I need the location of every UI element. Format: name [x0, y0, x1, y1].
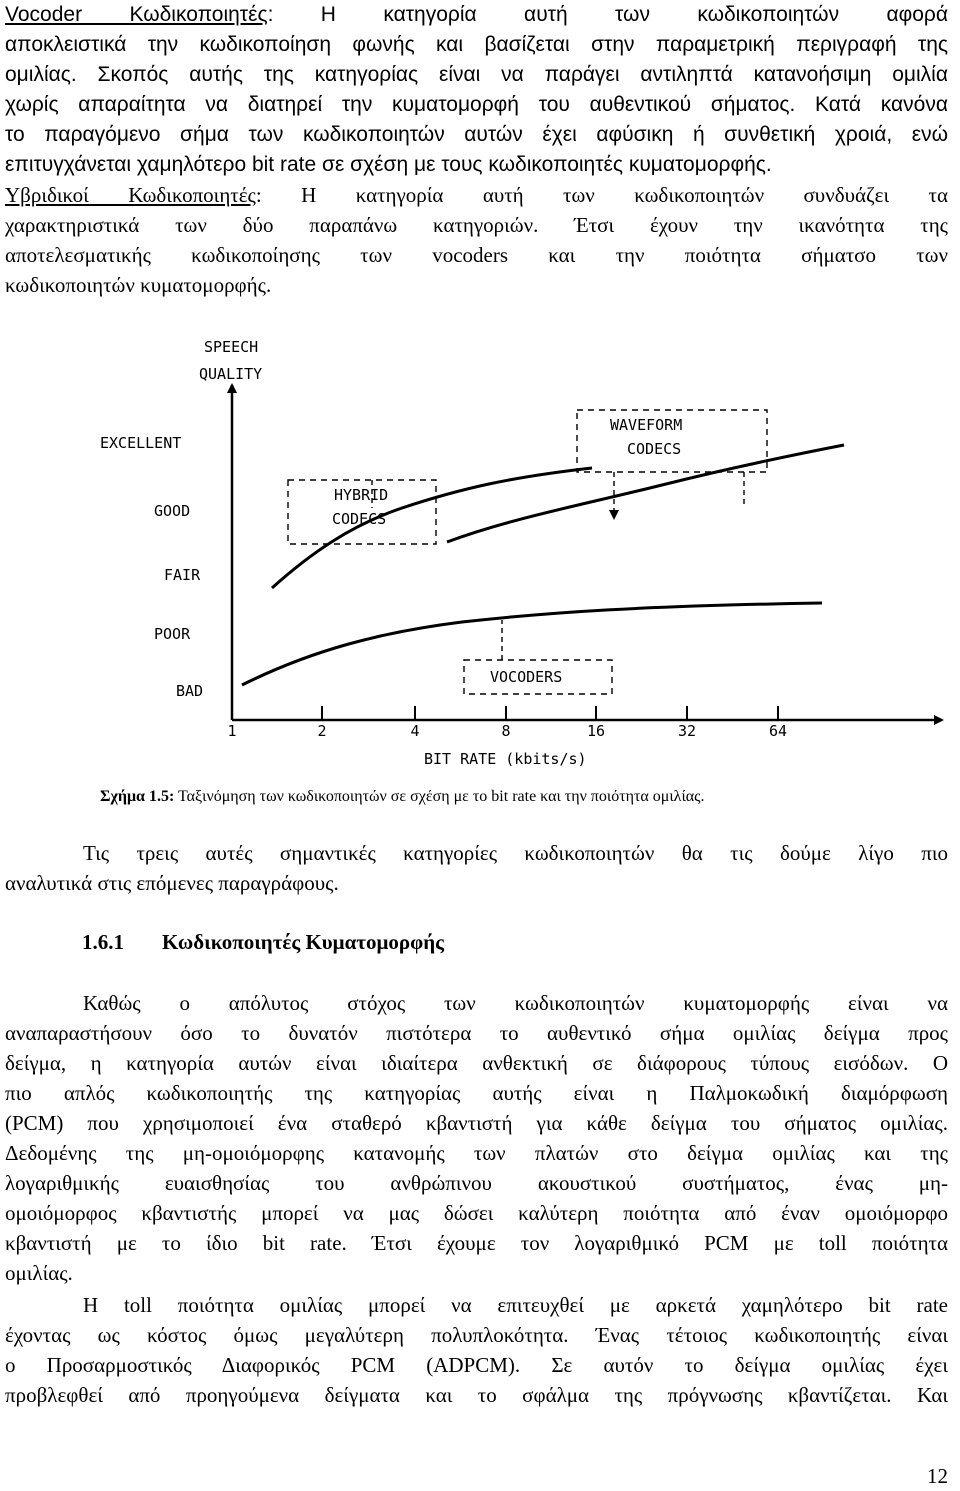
section-heading [82, 930, 444, 955]
paragraph-line: (PCM) που χρησιμοποιεί ένα σταθερό κβαντιστή για κάθε δείγμα του σήματος ομιλίας. [5, 1111, 948, 1135]
page-number: 12 [927, 1464, 948, 1488]
bridge-paragraph [5, 838, 948, 898]
y-level-excellent: EXCELLENT [100, 434, 182, 452]
paragraph-line: χαρακτηριστικά των δύο παραπάνω κατηγοριών. Έτσι έχουν την ικανότητα της [5, 213, 948, 237]
figure-caption [100, 788, 704, 806]
paragraph-line [5, 0, 948, 30]
vocoder-paragraph [5, 0, 948, 180]
x-tick-label: 64 [768, 722, 788, 740]
paragraph-line: Δεδομένης της μη-ομοιόμορφης κατανομής των πλατών στο δείγμα ομιλίας και της [5, 1141, 948, 1165]
hybrid-label-line1: HYBRID [334, 486, 389, 504]
x-tick-label: 32 [677, 722, 697, 740]
section-title: Κωδικοποιητές Κυματομορφής [162, 930, 445, 954]
caption-label: Σχήμα 1.5: [100, 788, 175, 805]
paragraph-line: κβαντιστή με το ίδιο bit rate. Έτσι έχουμε τον λογαριθμικό PCM με toll ποιότητα [5, 1231, 948, 1255]
vocoders-label: VOCODERS [490, 668, 563, 686]
paragraph-line: αποκλειστικά την κωδικοποίηση φωνής και βασίζεται στην παραμετρική περιγραφή της [5, 33, 948, 56]
codec-quality-chart [82, 330, 960, 790]
waveform-codecs-curve [447, 445, 844, 542]
paragraph-line: ο Προσαρμοστικός Διαφορικός PCM (ADPCM). Σε αυτόν το δείγμα ομιλίας έχει [5, 1353, 948, 1377]
paragraph-line: Καθώς ο απόλυτος στόχος των κωδικοποιητών κυματομορφής είναι να [83, 991, 948, 1015]
x-tick-label: 16 [586, 722, 606, 740]
x-tick-label: 4 [410, 722, 420, 740]
paragraph-line: έχοντας ως κόστος όμως μεγαλύτερη πολυπλοκότητα. Ένας τέτοιος κωδικοποιητής είναι [5, 1323, 948, 1347]
paragraph-line: δείγμα, η κατηγορία αυτών είναι ιδιαίτερα ανθεκτική σε διάφορους τύπους εισόδων. Ο [5, 1051, 948, 1075]
paragraph-line: προβλεφθεί από προηγούμενα δείγματα και το σφάλμα της πρόγνωσης κβαντίζεται. Και [5, 1383, 948, 1407]
waveform-label-line1: WAVEFORM [610, 416, 683, 434]
hybrid-term: Υβριδικοί Κωδικοποιητές [5, 183, 256, 207]
section-number: 1.6.1 [82, 930, 124, 954]
paragraph-line: το παραγόμενο σήμα των κωδικοποιητών αυτών έχει αφύσικη ή συνθετική χροιά, ενώ [5, 123, 948, 146]
paragraph-line: Η toll ποιότητα ομιλίας μπορεί να επιτευχθεί με αρκετά χαμηλότερο bit rate [83, 1293, 948, 1317]
x-axis-title: BIT RATE (kbits/s) [424, 750, 587, 768]
paragraph-line: Τις τρεις αυτές σημαντικές κατηγορίες κωδικοποιητών θα τις δούμε λίγο πιο [83, 841, 948, 865]
paragraph-line: ομοιόμορφος κβαντιστής μπορεί να μας δώσει καλύτερη ποιότητα από έναν ομοιόμορφο [5, 1201, 948, 1225]
paragraph-line: λογαριθμικής ευαισθησίας του ανθρώπινου ακουστικού συστήματος, ένας μη- [5, 1171, 948, 1195]
paragraph-line [5, 180, 948, 210]
paragraph-line: ομιλίας. Σκοπός αυτής της κατηγορίας είναι να παράγει αντιληπτά κατανοήσιμη ομιλία [5, 63, 948, 86]
y-level-fair: FAIR [164, 566, 201, 584]
y-level-good: GOOD [154, 502, 191, 520]
paragraph-line: πιο απλός κωδικοποιητής της κατηγορίας αυτής είναι η Παλμοκωδική διαμόρφωση [5, 1081, 948, 1105]
x-tick-label: 2 [317, 722, 327, 740]
hybrid-codecs-curve [272, 468, 592, 588]
y-level-bad: BAD [176, 682, 204, 700]
paragraph-line: αναπαραστήσουν όσο το δυνατόν πιστότερα το αυθεντικό σήμα ομιλίας δείγμα προς [5, 1021, 948, 1045]
caption-text: Ταξινόμηση των κωδικοποιητών σε σχέση με το bit rate και την ποιότητα ομιλίας. [174, 788, 705, 805]
waveform-label-line2: CODECS [627, 440, 682, 458]
y-axis-title-line2: QUALITY [199, 365, 263, 383]
hybrid-label-line2: CODECS [332, 510, 387, 528]
paragraph-line: αναλυτικά στις επόμενες παραγράφους. [5, 871, 339, 895]
y-levels [100, 434, 203, 700]
section-paragraph-2 [5, 1290, 948, 1410]
paragraph-line: αποτελεσματικής κωδικοποίησης των vocoders και την ποιότητα σήματσο των [5, 243, 948, 267]
section-paragraph-1 [5, 988, 948, 1288]
paragraph-line: χωρίς απαραίτητα να διατηρεί την κυματομορφή του αυθεντικού σήματος. Κατά κανόνα [5, 93, 948, 116]
y-axis-title-line1: SPEECH [204, 338, 259, 356]
hybrid-paragraph [5, 180, 948, 300]
vocoder-term: Vocoder Κωδικοποιητές [5, 3, 268, 26]
x-tick-label: 1 [227, 722, 237, 740]
x-ticks [227, 706, 787, 740]
paragraph-line: επιτυγχάνεται χαμηλότερο bit rate σε σχέση με τους κωδικοποιητές κυματομορφής. [5, 153, 772, 176]
line-text: : Η κατηγορία αυτή των κωδικοποιητών συνδυάζει τα [255, 183, 948, 207]
paragraph-line: ομιλίας. [5, 1261, 73, 1285]
x-tick-label: 8 [501, 722, 511, 740]
y-level-poor: POOR [154, 625, 191, 643]
line-text: : Η κατηγορία αυτή των κωδικοποιητών αφορά [267, 3, 948, 26]
paragraph-line: κωδικοποιητών κυματομορφής. [5, 273, 272, 297]
